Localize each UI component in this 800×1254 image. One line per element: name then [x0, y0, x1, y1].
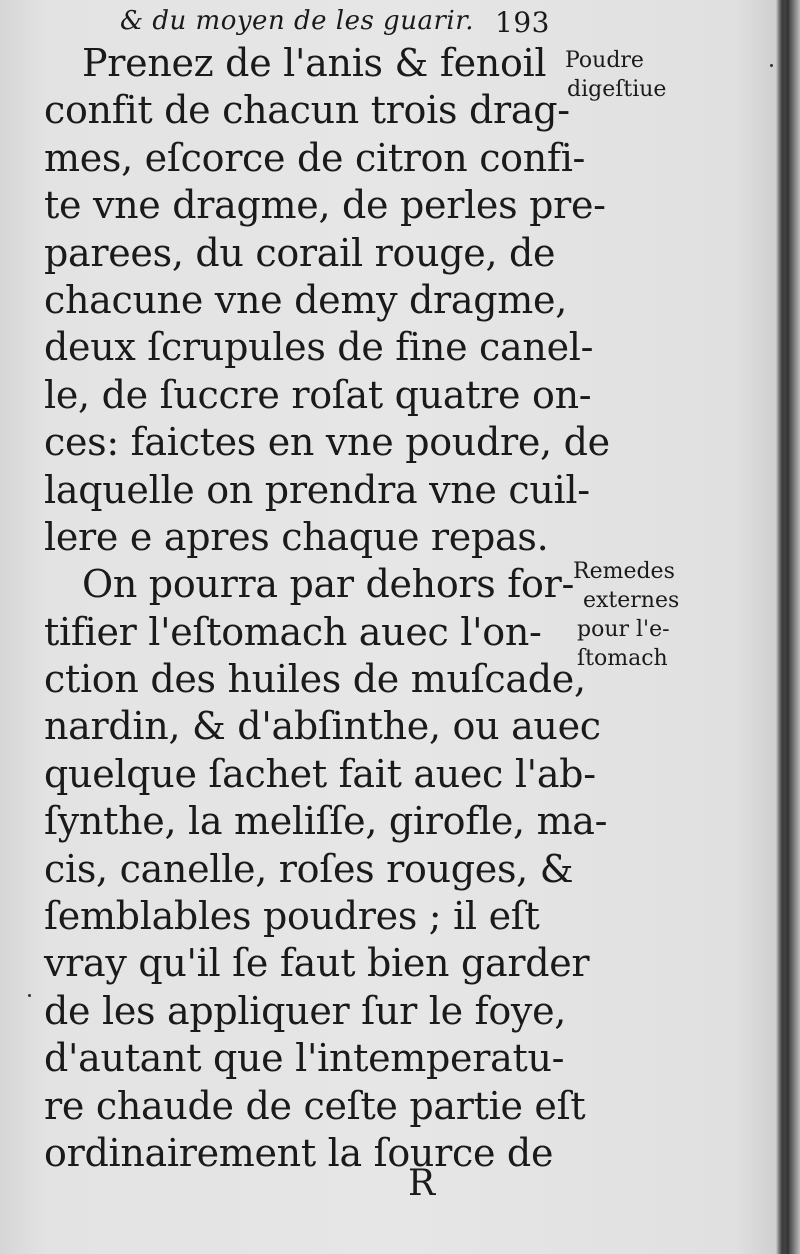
text-line: parees, du corail rouge, de: [44, 230, 556, 275]
text-line: ces: faictes en vne poudre, de: [44, 420, 610, 465]
text-line: lere e apres chaque repas.: [44, 514, 549, 559]
running-title: & du moyen de les guarir.: [120, 6, 475, 36]
text-line: chacune vne demy dragme,: [44, 277, 567, 322]
body-text: [44, 40, 610, 1177]
text-line: vray qu'il ſe faut bien garder: [44, 941, 590, 986]
text-line: ction des huiles de muſcade,: [44, 657, 586, 702]
page-binding-shadow: [776, 0, 790, 1254]
margin-note-line: Poudre: [565, 48, 644, 73]
text-line: mes, eſcorce de citron confi-: [44, 135, 586, 180]
paper-speck: [28, 994, 31, 997]
text-line: confit de chacun trois drag-: [44, 88, 570, 133]
text-line: te vne dragme, de perles pre-: [44, 183, 606, 228]
text-line: cis, canelle, roſes rouges, &: [44, 846, 574, 891]
margin-note-line: pour l'e-: [577, 617, 670, 642]
text-line: laquelle on prendra vne cuil-: [44, 467, 590, 512]
margin-note-line: externes: [583, 588, 680, 613]
text-line: re chaude de ceſte partie eſt: [44, 1083, 586, 1128]
margin-note-external-remedies: [565, 557, 715, 673]
text-line: d'autant que l'intemperatu-: [44, 1036, 565, 1081]
text-line: ordinairement la ſource de: [44, 1130, 554, 1175]
text-line: deux ſcrupules de fine canel-: [44, 325, 594, 370]
signature-mark: R: [408, 1163, 437, 1204]
page-number: 193: [495, 6, 550, 39]
paragraph-1: [44, 40, 610, 561]
text-line: quelque ſachet fait auec l'ab-: [44, 751, 596, 796]
margin-note-digestive-powder: [565, 46, 715, 104]
margin-note-line: digeſtiue: [567, 77, 667, 102]
text-line: tifier l'eſtomach auec l'on-: [44, 609, 542, 654]
text-line: On pourra par dehors for-: [82, 562, 575, 607]
margin-note-line: ſtomach: [577, 646, 668, 671]
text-line: ſynthe, la meliſſe, girofle, ma-: [44, 799, 608, 844]
text-line: nardin, & d'abſinthe, ou auec: [44, 704, 601, 749]
text-line: de les appliquer ſur le foye,: [44, 988, 567, 1033]
text-line: le, de ſuccre roſat quatre on-: [44, 372, 592, 417]
margin-note-line: Remedes: [573, 559, 675, 584]
text-line: Prenez de l'anis & fenoil: [82, 41, 547, 85]
paragraph-2: [44, 561, 608, 1177]
running-header: [120, 6, 550, 42]
text-line: ſemblables poudres ; il eſt: [44, 894, 540, 939]
paper-speck: [770, 64, 773, 67]
